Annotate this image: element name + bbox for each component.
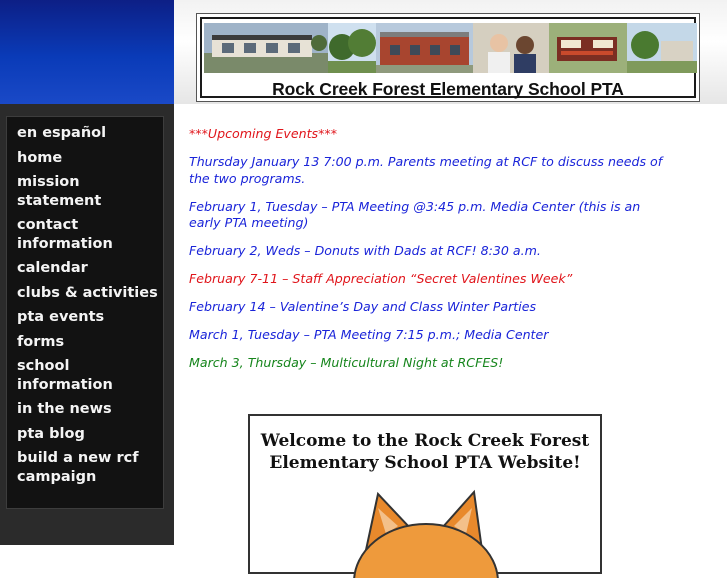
event-item: February 1, Tuesday – PTA Meeting @3:45 p.m. Media Center (this is an early PTA meeting) xyxy=(189,198,641,230)
welcome-box xyxy=(248,414,602,574)
event-list xyxy=(189,154,669,372)
nav-item-pta-blog[interactable]: pta blog xyxy=(17,425,85,442)
welcome-line-2: Elementary School PTA Website! xyxy=(269,453,581,473)
nav-item-pta-events[interactable]: pta events xyxy=(17,309,105,325)
event-item: February 7-11 – Staff Appreciation “Secret Valentines Week” xyxy=(189,271,573,286)
school-building-photo xyxy=(204,23,328,73)
event-item: March 3, Thursday – Multicultural Night at RCFES! xyxy=(189,355,504,370)
banner-frame xyxy=(200,17,696,98)
trees-photo xyxy=(328,23,376,73)
nav-item-build-a-new-rcf-campaign[interactable]: build a new rcf campaign xyxy=(17,450,139,485)
banner xyxy=(196,13,700,102)
nav-item-contact-information[interactable]: contact information xyxy=(17,217,113,252)
banner-title: Rock Creek Forest Elementary School PTA xyxy=(272,79,624,99)
brick-building-photo xyxy=(376,23,473,73)
event-item: February 2, Weds – Donuts with Dads at RCF! 8:30 a.m. xyxy=(189,243,541,258)
students-photo xyxy=(473,23,549,73)
sidebar-header xyxy=(0,0,174,104)
nav-item-mission-statement[interactable]: mission statement xyxy=(17,174,102,209)
main-navigation xyxy=(6,116,164,509)
nav-item-en-espanol[interactable]: en español xyxy=(17,125,107,141)
event-item: February 14 – Valentine’s Day and Class Winter Parties xyxy=(189,299,537,314)
welcome-line-1: Welcome to the Rock Creek Forest xyxy=(260,431,590,451)
nav-item-clubs-activities[interactable]: clubs & activities xyxy=(17,284,158,301)
events-heading: ***Upcoming Events*** xyxy=(189,126,338,141)
event-item: Thursday January 13 7:00 p.m. Parents meeting at RCF to discuss needs of the two programs. xyxy=(189,154,663,186)
welcome-title xyxy=(250,430,600,474)
nav-item-home[interactable]: home xyxy=(17,149,63,166)
school-sign-photo xyxy=(549,23,627,73)
fox-mascot-image xyxy=(326,478,526,578)
school-grounds-photo xyxy=(627,23,697,73)
nav-item-in-the-news[interactable]: in the news xyxy=(17,401,112,417)
nav-item-forms[interactable]: forms xyxy=(17,333,65,350)
event-item: March 1, Tuesday – PTA Meeting 7:15 p.m.; Media Center xyxy=(189,327,549,342)
nav-item-school-information[interactable]: school information xyxy=(17,358,113,393)
nav-item-calendar[interactable]: calendar xyxy=(17,260,88,276)
events-section xyxy=(189,126,669,383)
